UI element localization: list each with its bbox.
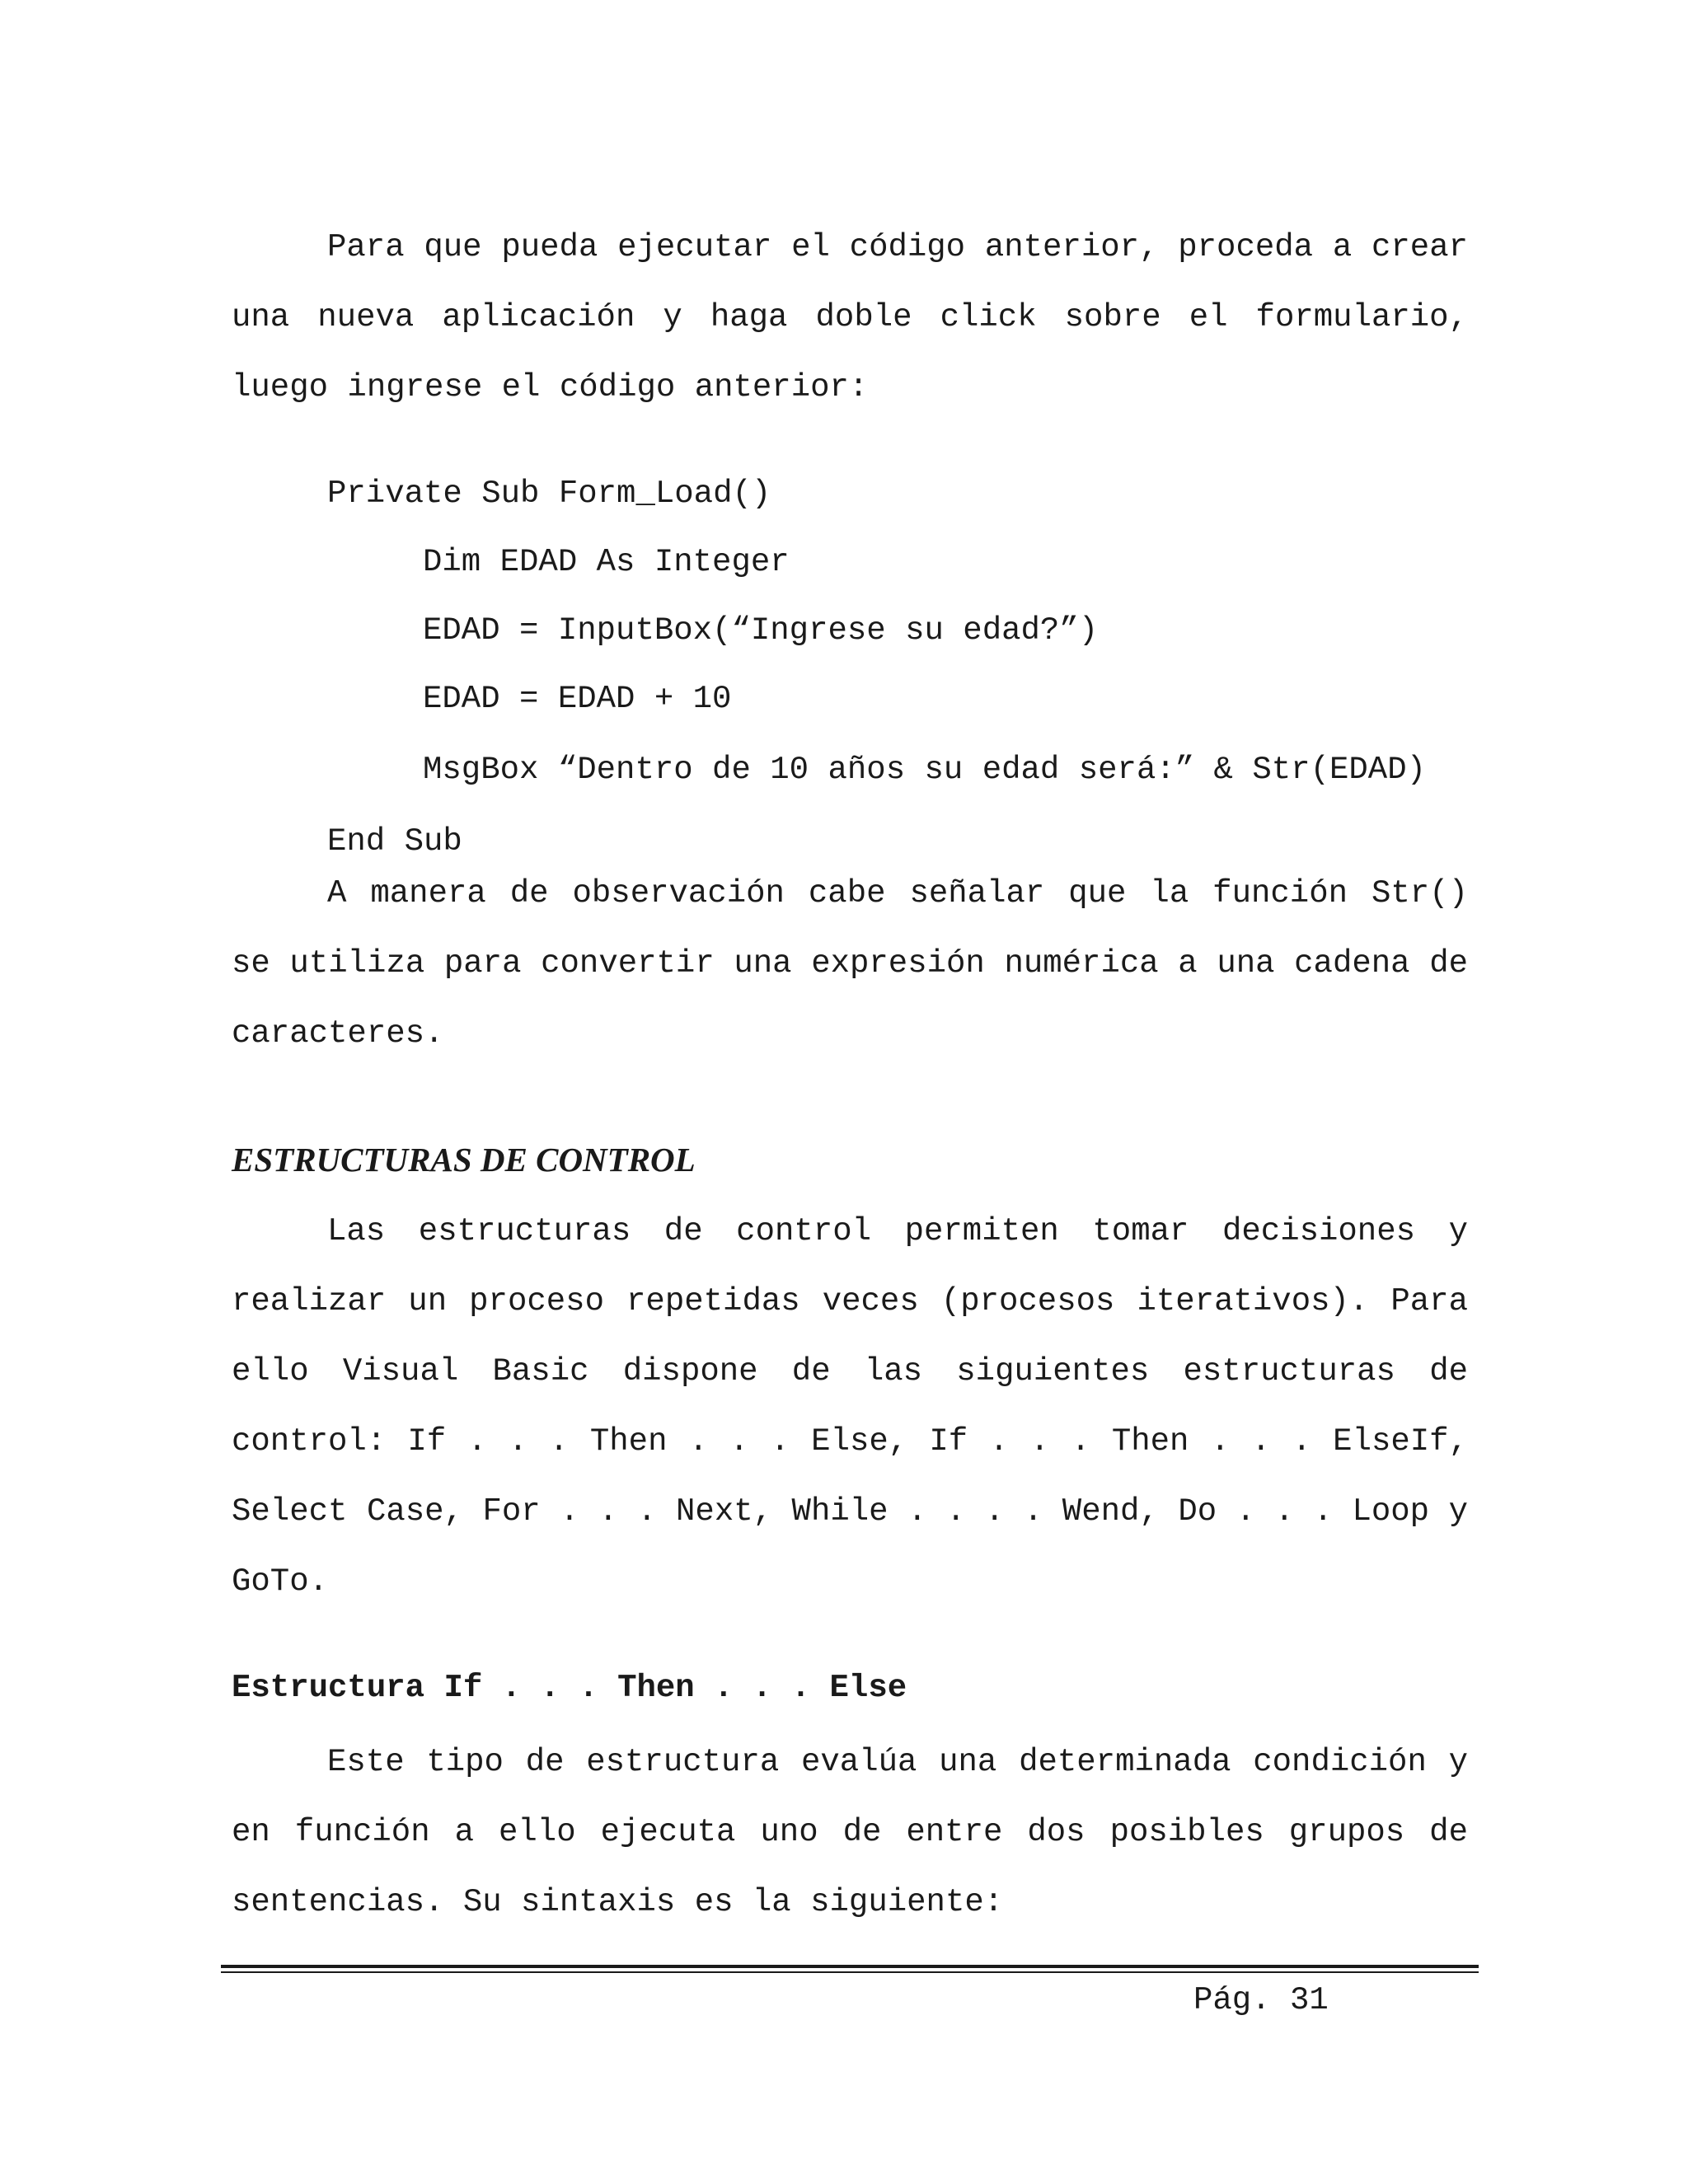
page-number: Pág. 31 (1193, 1982, 1329, 2018)
paragraph-observation: A manera de observación cabe señalar que la función Str() se utiliza para convertir una expresión numérica a una cadena de caracteres. (232, 875, 1468, 1052)
code-line-sub-end: End Sub (327, 823, 462, 860)
code-line-add: EDAD = EDAD + 10 (423, 681, 732, 717)
code-line-dim: Dim EDAD As Integer (423, 544, 790, 580)
code-line-msgbox: MsgBox “Dentro de 10 años su edad será:” & Str(EDAD) (423, 752, 1426, 788)
paragraph-intro: Para que pueda ejecutar el código anterior, proceda a crear una nueva aplicación y haga doble click sobre el formulario, luego ingrese el código anterior: (232, 229, 1468, 405)
paragraph-control-structures: Las estructuras de control permiten tomar decisiones y realizar un proceso repetidas veces (procesos iterativos). Para ello Visual Basic dispone de las siguientes estructuras de control: If . . . Then . . . Else, If . . . Then . . . ElseIf, Select Case, For . . . Next, While . . . . Wend, Do . . . Loop y GoTo. (232, 1213, 1468, 1600)
code-line-sub-start: Private Sub Form_Load() (327, 476, 771, 512)
subsection-heading: Estructura If . . . Then . . . Else (232, 1670, 907, 1706)
footer-rule-bottom (221, 1971, 1479, 1973)
section-heading: ESTRUCTURAS DE CONTROL (232, 1141, 696, 1179)
code-line-inputbox: EDAD = InputBox(“Ingrese su edad?”) (423, 612, 1099, 649)
footer-rule-top (221, 1965, 1479, 1968)
paragraph-if-then-else: Este tipo de estructura evalúa una determinada condición y en función a ello ejecuta uno de entre dos posibles grupos de sentencias. Su sintaxis es la siguiente: (232, 1744, 1468, 1920)
